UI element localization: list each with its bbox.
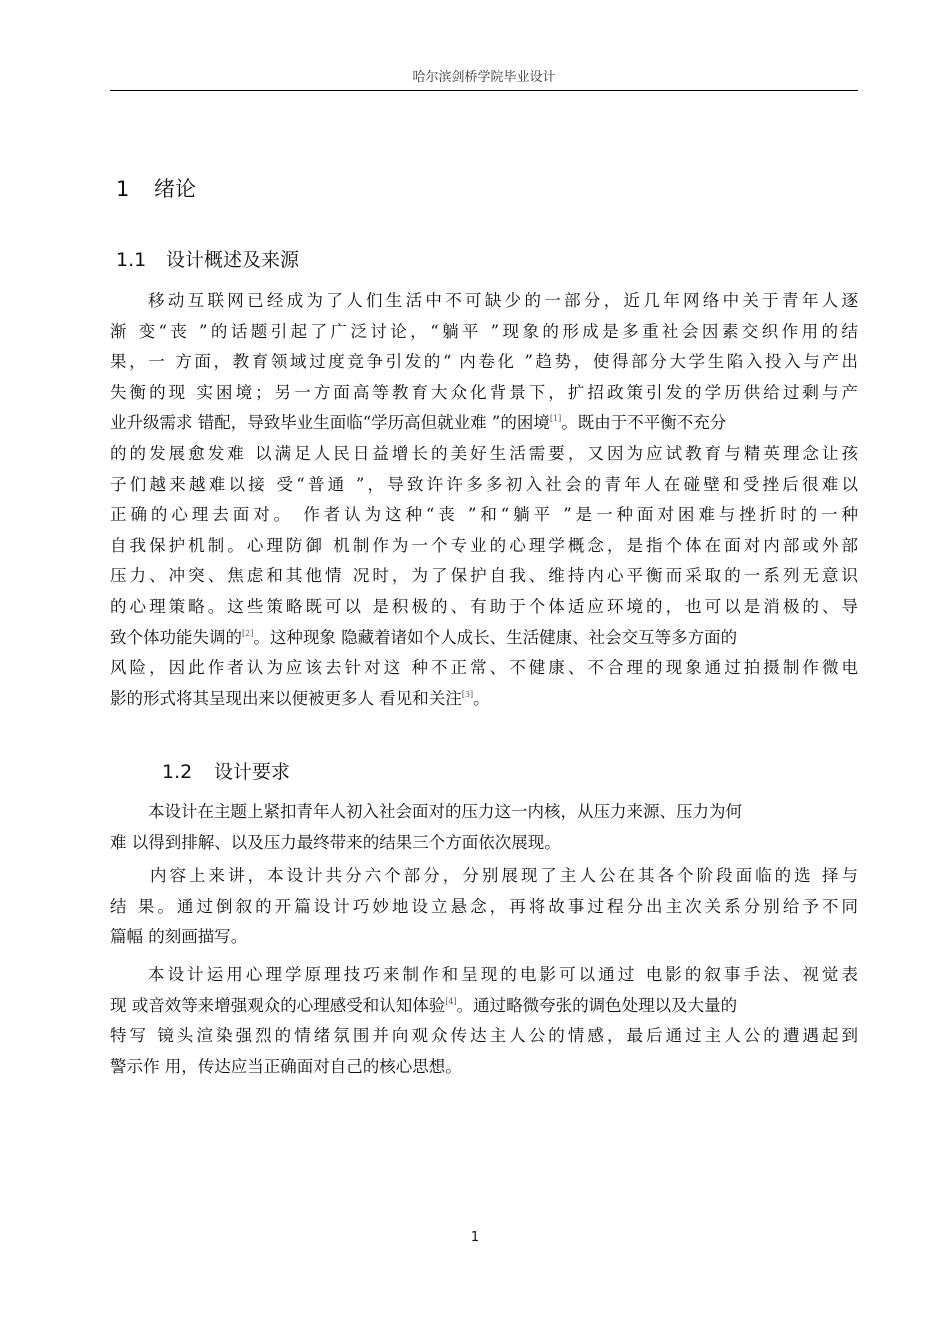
paragraph-requirements-1	[110, 797, 858, 858]
paragraph-overview	[110, 286, 858, 714]
text-line	[110, 623, 858, 654]
header-rule	[110, 90, 858, 91]
section-title: 设计要求	[214, 761, 291, 783]
chapter-title: 绪论	[154, 177, 196, 201]
text-line: 警示作 用，传达应当正确面对自己的核心思想。	[110, 1056, 462, 1076]
text-line	[110, 408, 858, 439]
section-heading-1-1	[116, 245, 299, 272]
text-line: 的的发展愈发难 以满足人民日益增长的美好生活需要，又因为应试教育与精英理念让孩	[110, 443, 858, 463]
text-line: 正确的心理去面对。 作者认为这种“丧 ”和“躺平 ”是一种面对困难与挫折时的一种	[110, 505, 858, 525]
text-line: 的心理策略。这些策略既可以 是积极的、有助于个体适应环境的，也可以是消极的、导	[110, 596, 858, 616]
page-header: 哈尔滨剑桥学院毕业设计	[412, 70, 556, 85]
text-fragment: 。	[473, 688, 490, 708]
section-number: 1.1	[116, 249, 147, 271]
text-fragment: 。既由于不平衡不充分	[561, 413, 727, 433]
chapter-number: 1	[116, 177, 130, 201]
text-line: 本设计运用心理学原理技巧来制作和呈现的电影可以通过 电影的叙事手法、视觉表	[148, 965, 858, 984]
text-fragment: 。这种现象 隐藏着诸如个人成长、生活健康、社会交互等多方面的	[253, 627, 738, 647]
page-number: 1	[470, 1230, 480, 1245]
text-line: 渐 变“丧 ”的话题引起了广泛讨论，“躺平 ”现象的形成是多重社会因素交织作用的结	[110, 321, 858, 341]
text-fragment: 现 或音效等来增强观众的心理感受和认知体验	[110, 995, 446, 1015]
paragraph-requirements-3	[110, 960, 858, 1082]
text-line: 子们越来越难以接 受“普通 ”，导致许许多多初入社会的青年人在碰壁和受挫后很难以	[110, 474, 858, 494]
text-line	[110, 684, 858, 715]
text-line: 失衡的现 实困境；另一方面高等教育大众化背景下，扩招政策引发的学历供给过剩与产	[110, 382, 858, 402]
text-fragment: 影的形式将其呈现出来以便被更多人 看见和关注	[110, 688, 462, 708]
text-line	[110, 991, 858, 1022]
section-number: 1.2	[162, 761, 193, 783]
chapter-heading	[116, 173, 196, 203]
text-line: 难 以得到排解、以及压力最终带来的结果三个方面依次展现。	[110, 832, 561, 852]
text-line: 内容上来讲，本设计共分六个部分，分别展现了主人公在其各个阶段面临的选 择与	[150, 866, 858, 885]
citation-ref: [3]	[461, 689, 474, 699]
text-line: 本设计在主题上紧扣青年人初入社会面对的压力这一内核，从压力来源、压力为何	[148, 802, 742, 821]
text-fragment: 业升级需求 错配，导致毕业生面临“学历高但就业难 ”的困境	[110, 413, 550, 433]
text-line: 自我保护机制。心理防御 机制作为一个专业的心理学概念，是指个体在面对内部或外部	[110, 535, 858, 555]
text-line: 移动互联网已经成为了人们生活中不可缺少的一部分，近几年网络中关于青年人逐	[148, 291, 858, 310]
citation-ref: [2]	[242, 628, 254, 638]
text-line: 篇幅 的刻画描写。	[110, 927, 248, 947]
section-title: 设计概述及来源	[166, 249, 300, 271]
text-line: 结 果。通过倒叙的开篇设计巧妙地设立悬念，再将故事过程分出主次关系分别给予不同	[110, 896, 858, 916]
section-heading-1-2	[162, 757, 290, 784]
citation-ref: [4]	[445, 996, 457, 1006]
text-fragment: 。通过略微夸张的调色处理以及大量的	[456, 995, 738, 1015]
text-line: 特写 镜头渲染强烈的情绪氛围并向观众传达主人公的情感，最后通过主人公的遭遇起到	[110, 1026, 858, 1046]
text-line: 压力、冲突、焦虑和其他情 况时，为了保护自我、维持内心平衡而采取的一系列无意识	[110, 566, 858, 586]
citation-ref: [1]	[549, 414, 562, 424]
text-line: 风险，因此作者认为应该去针对这 种不正常、不健康、不合理的现象通过拍摄制作微电	[110, 658, 858, 678]
text-fragment: 致个体功能失调的	[110, 627, 242, 647]
text-line: 果，一 方面，教育领域过度竞争引发的“ 内卷化 ”趋势，使得部分大学生陷入投入与产出	[110, 352, 858, 372]
paragraph-requirements-2	[110, 861, 858, 953]
